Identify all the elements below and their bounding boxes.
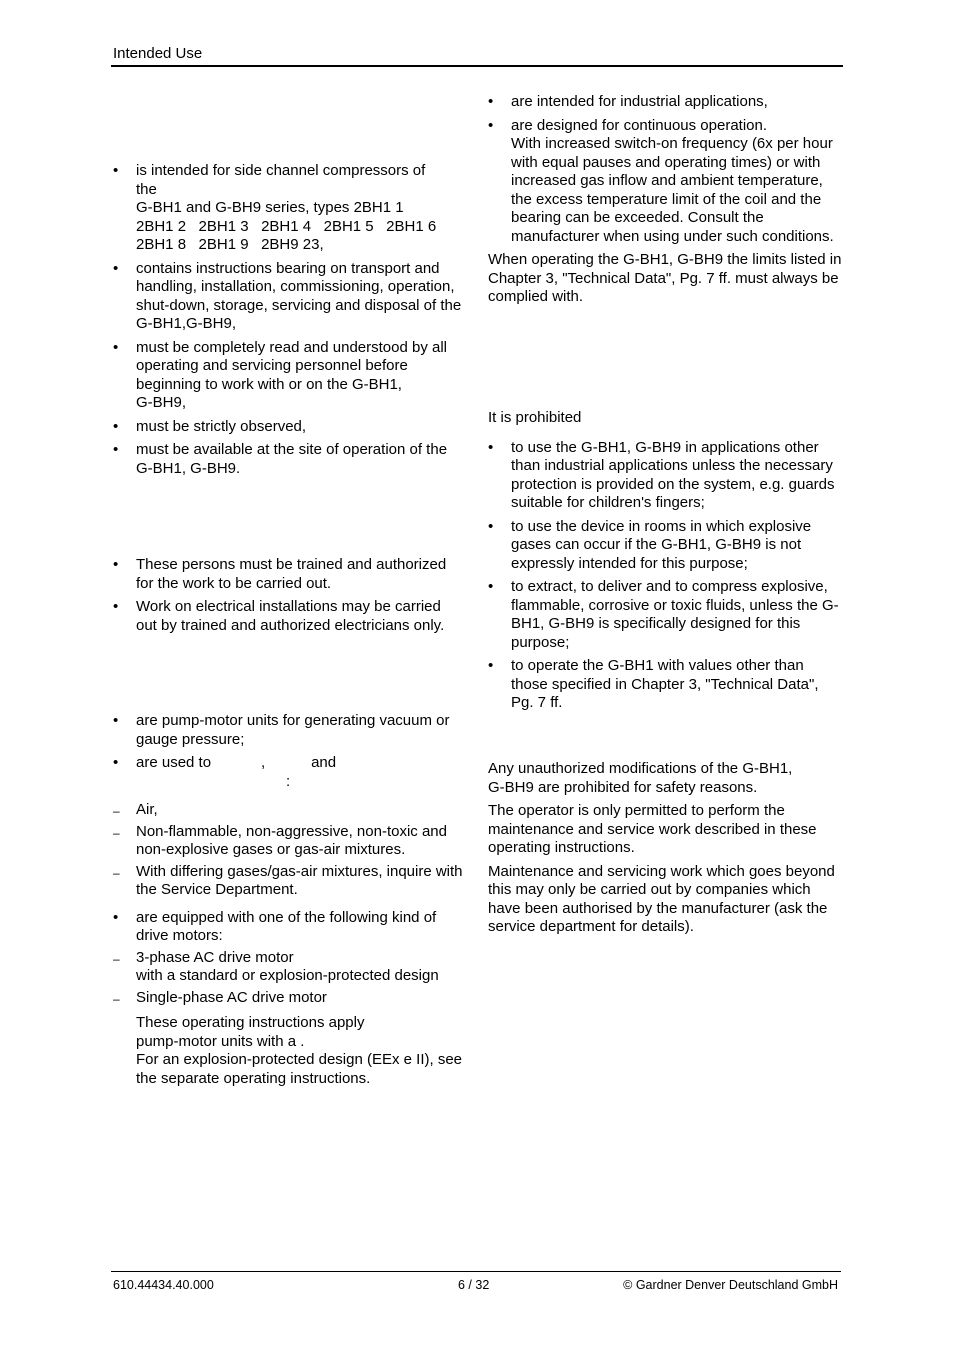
scope-item-line: 2BH1 2 2BH1 3 2BH1 4 2BH1 5 2BH1 6 — [136, 217, 437, 235]
modifications-section — [488, 760, 843, 937]
personnel-section — [113, 556, 465, 640]
list-item: – Single-phase AC drive motor — [113, 989, 465, 1008]
list-item — [113, 754, 465, 791]
list-item: – With differing gases/gas-air mixtures, inquire with the Service Department. — [113, 863, 465, 900]
scope-item-line: • is intended for side channel compressors of — [136, 162, 426, 179]
modifications-paragraph: Any unauthorized modifications of the G-BH1, G-BH9 are prohibited for safety reasons. — [488, 760, 793, 796]
usage-line: : — [286, 772, 291, 790]
device-list — [113, 712, 465, 791]
scope-item-line: the — [136, 180, 157, 198]
servicing-paragraph: Maintenance and servicing work which goes beyond this may only be carried out by companies which have been authorised by the manufacturer (ask the service department for details). — [488, 862, 835, 935]
list-item: • are pump-motor units for generating vacuum or gauge pressure; — [113, 712, 465, 749]
list-item: • Work on electrical installations may be carried out by trained and authorized electricians only. — [113, 598, 465, 635]
operator-paragraph: The operator is only permitted to perform the maintenance and service work described in these operating instructions. — [488, 802, 817, 856]
list-item: • to extract, to deliver and to compress explosive, flammable, corrosive or toxic fluids, unless the G-BH1, G-BH9 is specifically designed for this purpose; — [488, 578, 843, 652]
prohibited-list — [488, 439, 843, 713]
page-number: 6 / 32 — [458, 1278, 490, 1292]
usage-line: • are used to , and — [136, 754, 337, 771]
list-item: • to use the device in rooms in which explosive gases can occur if the G-BH1, G-BH9 is not expressly intended for this purpose; — [488, 518, 843, 574]
scope-item-line: G-BH1 and G-BH9 series, types 2BH1 1 — [136, 199, 404, 216]
list-item — [113, 162, 465, 255]
list-item: – Air, — [113, 801, 465, 820]
list-item: • must be completely read and understood by all operating and servicing personnel before beginning to work with or on the G-BH1, G-BH9, — [113, 339, 465, 413]
right-column — [488, 93, 843, 307]
list-item: • These persons must be trained and authorized for the work to be carried out. — [113, 556, 465, 593]
limits-paragraph: When operating the G-BH1, G-BH9 the limits listed in Chapter 3, "Technical Data", Pg. 7 ff. must always be complied with. — [488, 251, 842, 305]
personnel-list — [113, 556, 465, 635]
instructions-note: These operating instructions apply pump-motor units with a . For an explosion-protected design (EEx e II), see the separate operating instructions. — [136, 1014, 463, 1087]
prohibited-intro: It is prohibited — [488, 409, 582, 426]
copyright: © Gardner Denver Deutschland GmbH — [623, 1278, 838, 1292]
list-item: – Non-flammable, non-aggressive, non-toxic and non-explosive gases or gas-air mixtures. — [113, 823, 465, 860]
application-list — [488, 93, 843, 246]
list-item: • must be strictly observed, — [113, 418, 465, 437]
list-item: • contains instructions bearing on transport and handling, installation, commissioning, operation, shut-down, storage, servicing and disposal of the G-BH1,G-BH9, — [113, 260, 465, 334]
list-item: • are equipped with one of the following kind of drive motors: — [113, 909, 465, 946]
prohibited-section — [488, 409, 843, 718]
motor-list — [113, 949, 465, 1008]
list-item: • to operate the G-BH1 with values other than those specified in Chapter 3, "Technical Data", Pg. 7 ff. — [488, 657, 843, 713]
list-item: • are designed for continuous operation. With increased switch-on frequency (6x per hour with equal pauses and operating times) or with increased gas inflow and ambient temperature, the excess temperature limit of the coil and the bearing can be exceeded. Consult the manufacturer when using under such conditions. — [488, 117, 843, 247]
footer-rule — [111, 1271, 841, 1272]
header-rule — [111, 65, 843, 67]
device-section — [113, 712, 465, 1088]
media-list — [113, 801, 465, 900]
doc-number: 610.44434.40.000 — [113, 1278, 214, 1292]
scope-item-line: 2BH1 8 2BH1 9 2BH9 23, — [136, 236, 324, 253]
list-item: – 3-phase AC drive motor with a standard or explosion-protected design — [113, 949, 465, 986]
motor-intro-list — [113, 909, 465, 946]
list-item: • must be available at the site of operation of the G-BH1, G-BH9. — [113, 441, 465, 478]
scope-list — [113, 162, 465, 478]
list-item: • to use the G-BH1, G-BH9 in applications other than industrial applications unless the necessary protection is provided on the system, e.g. guards suitable for children's fingers; — [488, 439, 843, 513]
header-title: Intended Use — [113, 45, 203, 62]
left-column — [113, 162, 465, 483]
list-item: • are intended for industrial applications, — [488, 93, 843, 112]
